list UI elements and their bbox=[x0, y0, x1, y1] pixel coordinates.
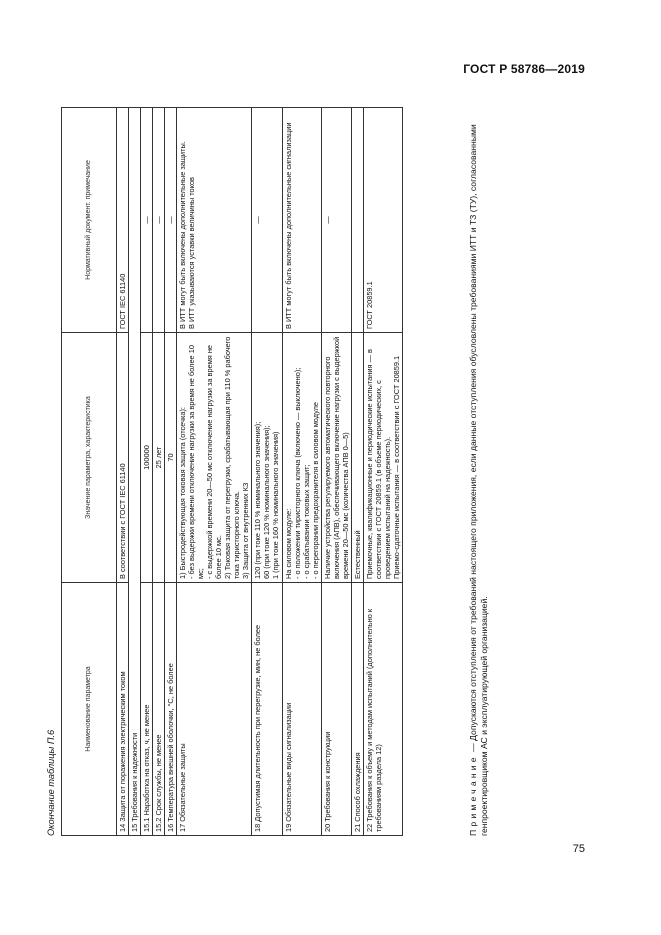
landscape-area bbox=[46, 96, 576, 836]
table-row bbox=[165, 108, 177, 836]
row-doc: В ИТТ могут быть включены дополнительные защиты. В ИТТ указываются уставки величины токов bbox=[177, 108, 252, 333]
row-doc: — bbox=[252, 108, 282, 333]
row-name: 16 Температура внешней оболочки, °С, не более bbox=[165, 583, 177, 836]
table-row bbox=[321, 108, 351, 836]
row-name: 15.2 Срок службы, не менее bbox=[153, 583, 165, 836]
table-header-row bbox=[62, 108, 117, 836]
row-section-title: 15 Требования к надежности bbox=[129, 108, 141, 836]
row-doc: — bbox=[153, 108, 165, 333]
table-note bbox=[468, 108, 490, 836]
table-row bbox=[252, 108, 282, 836]
row-doc bbox=[351, 108, 363, 333]
row-name: 21 Способ охлаждения bbox=[351, 583, 363, 836]
header-doc: Нормативный документ. примечание bbox=[62, 108, 117, 333]
table-row bbox=[141, 108, 153, 836]
table-row bbox=[351, 108, 363, 836]
table-row bbox=[153, 108, 165, 836]
row-name: 22 Требования к объему и методам испытаний (дополнительно к требованиям раздела 12) bbox=[363, 583, 402, 836]
row-name: 18 Допустимая длительность при перегрузке, мин, не более bbox=[252, 583, 282, 836]
note-text: — Допускаются отступления от требований настоящего приложения, если данные отступления обусловлены требованиями ИТТ и ТЗ (ТУ), согласованными генпроектировщиком АС и эксплуатирующей организацией. bbox=[468, 124, 490, 836]
row-doc: В ИТТ могут быть включены дополнительные сигнализации bbox=[282, 108, 321, 333]
note-label: Примечание bbox=[468, 754, 478, 836]
table-row bbox=[177, 108, 252, 836]
requirements-table bbox=[61, 107, 403, 836]
row-value: Наличие устройства регулируемого автоматического повторного включения (АПВ), обеспечивающего включение нагрузки с выдержкой времени 20—50 мс (количества АПВ 0—5) bbox=[321, 333, 351, 583]
row-value: 100000 bbox=[141, 333, 153, 583]
row-doc: — bbox=[321, 108, 351, 333]
row-value: 120 (при токе 110 % номинального значения); 60 (при токе 120 % номинального значения); 1 (при токе 160 % номинального значения) bbox=[252, 333, 282, 583]
row-value: 1) Быстродействующая токовая защита (отсечка): - без выдержки времени отключение нагрузки за время не более 10 мс; - с выдержкой времени 20—50 мс отключение нагрузки за время не более 10 мс. 2) Токовая защита от перегрузки, срабатывающая при 110 % рабочего тока тиристорного ключа. 3) Защита от внутренних КЗ bbox=[177, 333, 252, 583]
document-code: ГОСТ Р 58786—2019 bbox=[463, 62, 585, 76]
row-name: 19 Обязательные виды сигнализации bbox=[282, 583, 321, 836]
row-name: 17 Обязательные защиты bbox=[177, 583, 252, 836]
table-row bbox=[282, 108, 321, 836]
row-value: На силовом модуле: - о положении тиристорного ключа (включено — выключено); - о срабатывании токовых защит; - о перегорании предохранителя в силовом модуле bbox=[282, 333, 321, 583]
row-value: Естественный bbox=[351, 333, 363, 583]
row-value: В соответствии с ГОСТ IEC 61140 bbox=[117, 333, 129, 583]
table-caption: Окончание таблицы П.6 bbox=[46, 729, 56, 836]
row-name: 14 Защита от поражения электрическим током bbox=[117, 583, 129, 836]
table-row bbox=[117, 108, 129, 836]
table-row bbox=[363, 108, 402, 836]
header-name: Наименование параметра bbox=[62, 583, 117, 836]
page-number: 75 bbox=[572, 843, 585, 855]
row-value: 70 bbox=[165, 333, 177, 583]
row-doc: ГОСТ IEC 61140 bbox=[117, 108, 129, 333]
row-value: 25 лет bbox=[153, 333, 165, 583]
rotated-page-content bbox=[46, 96, 576, 836]
table-row bbox=[129, 108, 141, 836]
row-doc: — bbox=[141, 108, 153, 333]
row-doc: ГОСТ 20859.1 bbox=[363, 108, 402, 333]
row-name: 20 Требования к конструкции bbox=[321, 583, 351, 836]
header-value: Значение параметра, характеристика bbox=[62, 333, 117, 583]
row-value: Приемочные, квалификационные и периодические испытания — в соответствии с ГОСТ 20859.1 (в объеме периодических, с проведением испытаний на надежность). Приемо-сдаточные испытания — в соответствии с ГОСТ 20859.1 bbox=[363, 333, 402, 583]
row-name: 15.1 Наработка на отказ, ч, не менее bbox=[141, 583, 153, 836]
row-doc: — bbox=[165, 108, 177, 333]
